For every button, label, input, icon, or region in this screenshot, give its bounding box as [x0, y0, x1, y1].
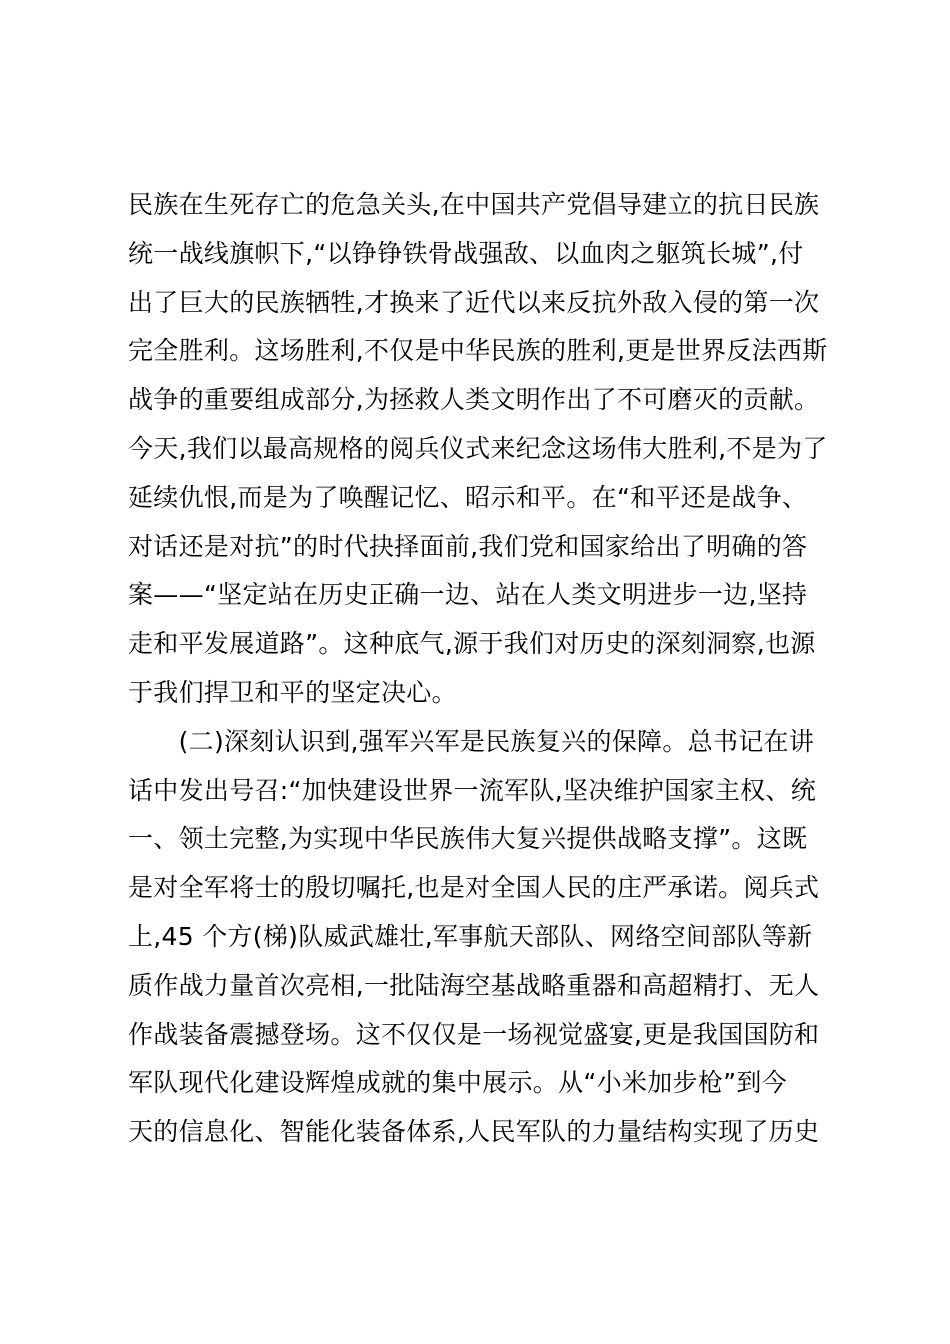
text-line: 走和平发展道路”。这种底气,源于我们对历史的深刻洞察,也源: [128, 629, 816, 659]
text-line: 统一战线旗帜下,“以铮铮铁骨战强敌、以血肉之躯筑长城”,付: [128, 238, 804, 268]
text-line: 延续仇恨,而是为了唤醒记忆、昭示和平。在“和平还是战争、: [128, 482, 808, 512]
text-line: 完全胜利。这场胜利,不仅是中华民族的胜利,更是世界反法西斯: [128, 336, 828, 366]
text-line: 一、领土完整,为实现中华民族伟大复兴提供战略支撑”。这既: [128, 824, 808, 854]
text-line: 军队现代化建设辉煌成就的集中展示。从“小米加步枪”到今: [128, 1068, 788, 1098]
text-line: 案——“坚定站在历史正确一边、站在人类文明进步一边,坚持: [128, 580, 808, 610]
text-line: 今天,我们以最高规格的阅兵仪式来纪念这场伟大胜利,不是为了: [128, 433, 828, 463]
text-line: 出了巨大的民族牺牲,才换来了近代以来反抗外敌入侵的第一次: [128, 287, 820, 317]
body-text: [128, 181, 838, 1157]
paragraph-start-line: (二)深刻认识到,强军兴军是民族复兴的保障。总书记在讲: [128, 726, 815, 756]
text-line: 上,45 个方(梯)队威武雄壮,军事航天部队、网络空间部队等新: [128, 921, 813, 951]
text-line: 是对全军将士的殷切嘱托,也是对全国人民的庄严承诺。阅兵式: [128, 873, 820, 903]
text-line: 于我们捍卫和平的坚定决心。: [128, 677, 457, 707]
text-line: 话中发出号召:“加快建设世界一流军队,坚决维护国家主权、统: [128, 775, 817, 805]
text-line: 天的信息化、智能化装备体系,人民军队的力量结构实现了历史: [128, 1117, 820, 1147]
text-line: 战争的重要组成部分,为拯救人类文明作出了不可磨灭的贡献。: [128, 385, 820, 415]
text-line: 对话还是对抗”的时代抉择面前,我们党和国家给出了明确的答: [128, 531, 808, 561]
text-line: 民族在生死存亡的危急关头,在中国共产党倡导建立的抗日民族: [128, 190, 820, 219]
text-line: 质作战力量首次亮相,一批陆海空基战略重器和高超精打、无人: [128, 970, 820, 1000]
text-line: 作战装备震撼登场。这不仅仅是一场视觉盛宴,更是我国国防和: [128, 1019, 820, 1049]
